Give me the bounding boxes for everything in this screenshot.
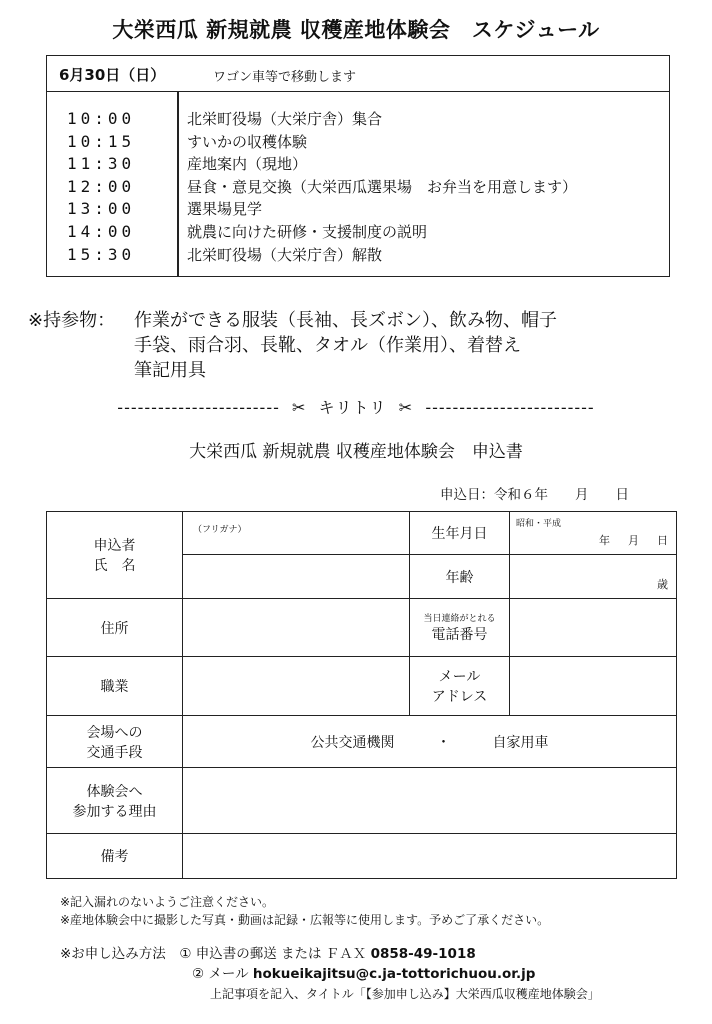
fax-number: 0858-49-1018 [370, 946, 476, 962]
furigana-label: （フリガナ） [193, 525, 247, 535]
schedule-divider [177, 92, 179, 276]
birth-label: 生年月日 [410, 512, 510, 555]
reason-field[interactable] [183, 768, 677, 834]
email-address[interactable]: hokueikajitsu@c.ja-tottorichuou.or.jp [252, 966, 536, 982]
how-label: ※お申し込み方法 [60, 946, 166, 962]
name-field[interactable] [183, 555, 410, 599]
how-to-apply [60, 944, 600, 1004]
reason-label-1: 体験会へ [86, 783, 143, 800]
applicant-name-label [47, 512, 183, 599]
activity-item: 就農に向けた研修・支援制度の説明 [187, 222, 428, 241]
option-1: ① 申込書の郵送 または ＦＡＸ [179, 946, 367, 962]
activity-item: 選果場見学 [187, 200, 263, 219]
time-item: 10:15 [67, 131, 136, 151]
schedule-date: 6月30日（日） [59, 66, 166, 84]
job-label: 職業 [47, 657, 183, 716]
phone-label-cell [410, 599, 510, 657]
application-form [46, 511, 677, 879]
age-unit: 歳 [657, 578, 668, 591]
activity-item: 北栄町役場（大栄庁舎）解散 [187, 245, 383, 264]
belongings-line: 作業ができる服装（長袖、長ズボン）、飲み物、帽子 [134, 310, 557, 331]
belongings-line: 手袋、雨合羽、長靴、タオル（作業用）、着替え [134, 335, 521, 356]
activity-item: 北栄町役場（大栄庁舎）集合 [187, 110, 383, 128]
belongings-label: ※持参物： [28, 310, 116, 331]
age-field[interactable] [510, 555, 677, 599]
year-label: 年 [599, 534, 610, 547]
remarks-field[interactable] [183, 834, 677, 879]
schedule-activities [187, 108, 577, 266]
address-field[interactable] [183, 599, 410, 657]
reason-label [47, 768, 183, 834]
time-item: 10:00 [67, 109, 136, 128]
activity-item: すいかの収穫体験 [187, 132, 308, 151]
note-line: ※産地体験会中に撮影した写真・動画は記録・広報等に使用します。予めご了承ください。 [60, 913, 550, 927]
reason-label-2: 参加する理由 [72, 803, 157, 820]
time-item: 12:00 [67, 176, 136, 196]
activity-item: 昼食・意見交換（大栄西瓜選果場 お弁当を用意します） [187, 177, 578, 196]
birth-field[interactable] [510, 512, 677, 555]
time-item: 13:00 [67, 199, 136, 219]
schedule-box [46, 55, 670, 277]
phone-label: 電話番号 [431, 627, 488, 643]
day-label: 日 [657, 534, 668, 547]
address-label: 住所 [47, 599, 183, 657]
time-item: 14:00 [67, 221, 136, 241]
name-label: 氏 名 [93, 558, 136, 574]
transport-label [47, 716, 183, 768]
schedule-header [47, 56, 669, 92]
mail-label: メール [438, 669, 481, 685]
time-item: 15:30 [67, 244, 136, 264]
form-title: 大栄西瓜 新規就農 収穫産地体験会 申込書 [189, 442, 523, 462]
job-field[interactable] [183, 657, 410, 716]
option-2-note: 上記事項を記入、タイトル「【参加申し込み】大栄西瓜収穫産地体験会」 [210, 987, 600, 1001]
schedule-times [67, 108, 135, 266]
cut-line: ------------------------ ✂ キリトリ ✂ ------------------------- [117, 398, 595, 417]
mail-label-cell [410, 657, 510, 716]
age-label: 年齢 [410, 555, 510, 599]
phone-field[interactable] [510, 599, 677, 657]
phone-note: 当日連絡がとれる [423, 614, 496, 624]
apply-date: 申込日：令和６年 月 日 [440, 487, 629, 503]
transport-options[interactable]: 公共交通機関 ・ 自家用車 [183, 716, 677, 768]
furigana-field[interactable] [183, 512, 410, 555]
page-title: 大栄西瓜 新規就農 収穫産地体験会 スケジュール [112, 18, 600, 42]
transport-label-1: 会場への [86, 724, 143, 741]
applicant-label: 申込者 [93, 538, 136, 554]
mail-field[interactable] [510, 657, 677, 716]
address-label-2: アドレス [431, 689, 488, 705]
belongings-section [28, 308, 557, 383]
time-item: 11:30 [67, 154, 136, 174]
remarks-label: 備考 [47, 834, 183, 879]
activity-item: 産地案内（現地） [187, 155, 308, 174]
month-label: 月 [628, 534, 639, 547]
belongings-line: 筆記用具 [134, 360, 206, 381]
note-line: ※記入漏れのないようご注意ください。 [60, 895, 275, 909]
option-2: ② メール [192, 966, 249, 982]
schedule-note: ワゴン車等で移動します [213, 70, 357, 85]
ymd-labels [581, 532, 668, 548]
notes-section [60, 893, 549, 929]
transport-label-2: 交通手段 [86, 744, 143, 761]
era-label: 昭和・平成 [516, 519, 562, 529]
